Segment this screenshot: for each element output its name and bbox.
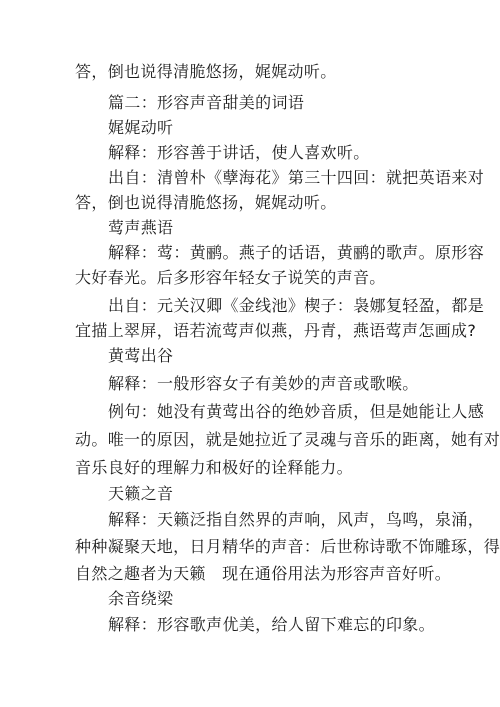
term-heading-4: 天籁之音 (108, 484, 174, 503)
section-heading: 篇二：形容声音甜美的词语 (108, 93, 305, 112)
text-line-20: 自然之趣者为天籁 现在通俗用法为形容声音好听。 (75, 564, 452, 583)
text-line-22: 解释：形容歌声优美，给人留下难忘的印象。 (108, 615, 436, 634)
text-line-16: 音乐良好的理解力和极好的诠释能力。 (75, 458, 353, 477)
text-line-13: 解释：一般形容女子有美妙的声音或歌喉。 (108, 374, 419, 393)
text-line-18: 解释：天籁泛指自然界的声响，风声，鸟鸣，泉涌， (108, 510, 485, 529)
text-line-5: 出自：清曾朴《孽海花》第三十四回：就把英语来对 (108, 168, 485, 187)
text-line-4: 解释：形容善于讲话，使人喜欢听。 (108, 143, 370, 162)
text-line-14: 例句：她没有黄莺出谷的绝妙音质，但是她能让人感 (108, 402, 485, 421)
text-line-11: 宜描上翠屏，语若流莺声似燕，丹青，燕语莺声怎画成? (75, 321, 477, 340)
text-line-10: 出自：元关汉卿《金线池》楔子：袅娜复轻盈，都是 (108, 296, 485, 315)
term-heading-5: 余音绕梁 (108, 589, 174, 608)
text-line-15: 动。唯一的原因，就是她拉近了灵魂与音乐的距离，她有对 (75, 430, 500, 449)
text-line-6: 答，倒也说得清脆悠扬，娓娓动听。 (75, 193, 337, 212)
text-line-19: 种种凝聚天地，日月精华的声音：后世称诗歌不饰雕琢，得 (75, 537, 500, 556)
term-heading-1: 娓娓动听 (108, 118, 174, 137)
text-line-9: 大好春光。后多形容年轻女子说笑的声音。 (75, 268, 386, 287)
text-line-8: 解释：莺：黄鹂。燕子的话语，黄鹂的歌声。原形容 (108, 243, 485, 262)
term-heading-2: 莺声燕语 (108, 218, 174, 237)
term-heading-3: 黄莺出谷 (108, 346, 174, 365)
text-line-1: 答，倒也说得清脆悠扬，娓娓动听。 (75, 62, 337, 81)
